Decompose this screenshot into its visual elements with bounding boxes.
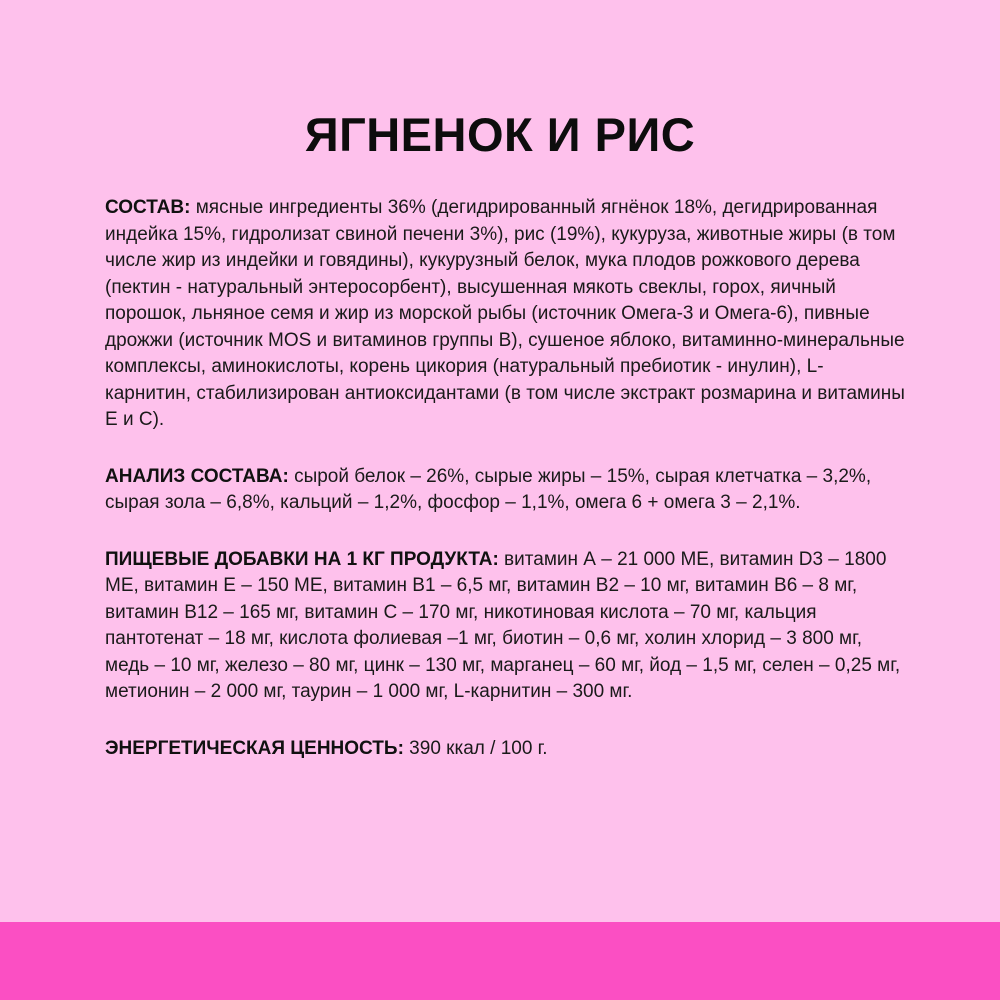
energy-label: ЭНЕРГЕТИЧЕСКАЯ ЦЕННОСТЬ:: [105, 737, 404, 759]
composition-text: мясные ингредиенты 36% (дегидрированный ягнёнок 18%, дегидрированная индейка 15%, гидролизат свиной печени 3%), рис (19%), кукуруза, животные жиры (в том числе жир из индейки и говядины), кукурузный белок, мука плодов рожкового дерева (пектин - натуральный энтеросорбент), высушенная мякоть свеклы, горох, яичный порошок, льняное семя и жир из морской рыбы (источник Омега-3 и Омега-6), пивные дрожжи (источник MOS и витаминов группы B), сушеное яблоко, витаминно-минеральные комплексы, аминокислоты, корень цикория (натуральный пребиотик - инулин), L-карнитин, стабилизирован антиоксидантами (в том числе экстракт розмарина и витамины Е и С).: [105, 197, 905, 430]
composition-section: [105, 195, 905, 434]
energy-text: 390 ккал / 100 г.: [403, 737, 548, 759]
analysis-section: [105, 464, 905, 517]
additives-text: витамин А – 21 000 МЕ, витамин D3 – 1800 МЕ, витамин Е – 150 МЕ, витамин В1 – 6,5 мг, витамин В2 – 10 мг, витамин В6 – 8 мг, витамин В12 – 165 мг, витамин С – 170 мг, никотиновая кислота – 70 мг, кальция пантотенат – 18 мг, кислота фолиевая –1 мг, биотин – 0,6 мг, холин хлорид – 3 800 мг, медь – 10 мг, железо – 80 мг, цинк – 130 мг, марганец – 60 мг, йод – 1,5 мг, селен – 0,25 мг, метионин – 2 000 мг, таурин – 1 000 мг, L-карнитин – 300 мг.: [105, 548, 901, 702]
product-description: [105, 195, 905, 792]
footer-bar: [0, 922, 1000, 1000]
energy-section: [105, 736, 905, 763]
additives-section: [105, 547, 905, 706]
composition-label: СОСТАВ:: [105, 197, 191, 218]
analysis-text: сырой белок – 26%, сырые жиры – 15%, сырая клетчатка – 3,2%, сырая зола – 6,8%, кальций – 1,2%, фосфор – 1,1%, омега 6 + омега 3 – 2,1%.: [105, 465, 872, 513]
page-title: ЯГНЕНОК И РИС: [304, 108, 696, 162]
analysis-label: АНАЛИЗ СОСТАВА:: [105, 465, 289, 487]
additives-label: ПИЩЕВЫЕ ДОБАВКИ НА 1 КГ ПРОДУКТА:: [105, 548, 499, 570]
